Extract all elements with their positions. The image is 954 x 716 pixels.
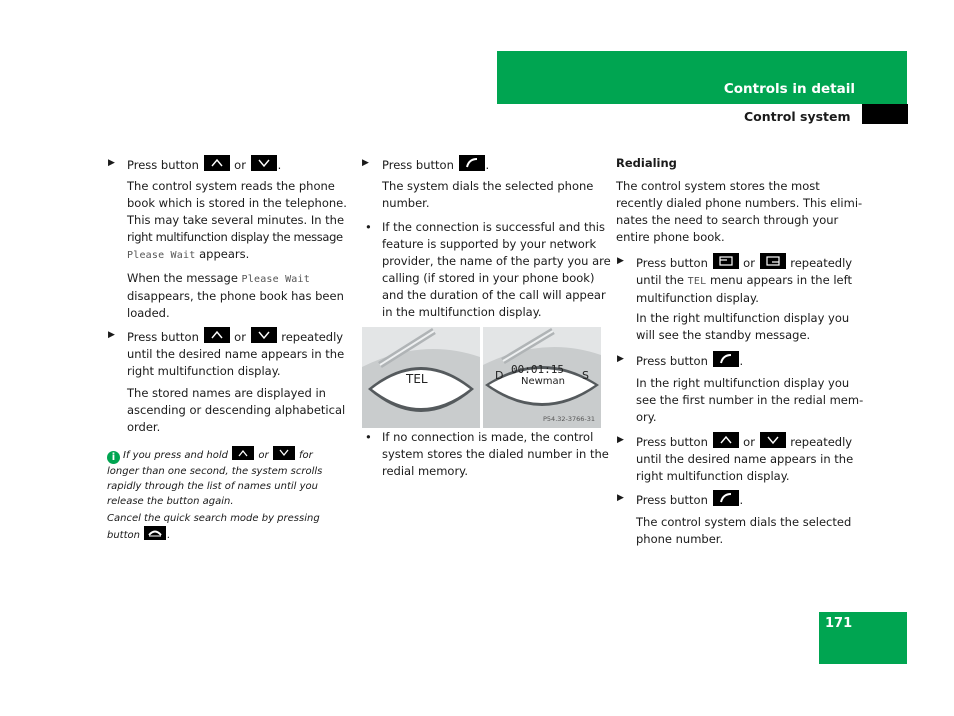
col2-bullet1 xyxy=(382,219,611,321)
down-button-icon xyxy=(760,432,786,448)
text-fragment: Press button xyxy=(636,256,708,270)
photo-code: P54.32-3766-31 xyxy=(543,415,596,423)
text-line: entire phone book. xyxy=(616,230,725,244)
col2-para1 xyxy=(382,178,593,212)
col1-note2 xyxy=(107,511,320,543)
text-line: The system dials the selected phone xyxy=(382,179,594,193)
col1-step2 xyxy=(127,327,344,380)
text-line xyxy=(636,432,853,451)
text-line: disappears, the phone book has been xyxy=(127,289,344,303)
text-line: multifunction display. xyxy=(636,291,759,305)
header-band xyxy=(497,51,907,104)
text-fragment: repeatedly xyxy=(281,330,344,344)
down-button-icon xyxy=(273,446,295,460)
text-fragment: Press button xyxy=(127,330,199,344)
step-text: . xyxy=(739,493,744,507)
text-fragment: button xyxy=(107,530,140,541)
text-fragment: appears. xyxy=(199,247,250,261)
up-button-icon xyxy=(204,155,230,171)
col1-para2 xyxy=(127,270,344,322)
page-number-box xyxy=(819,612,907,664)
text-line: In the right multifunction display you xyxy=(636,376,850,390)
text-line: ory. xyxy=(636,410,657,424)
page-number: 171 xyxy=(825,616,853,631)
text-line: recently dialed phone numbers. This elimi- xyxy=(616,196,863,210)
step-arrow-icon: ▶ xyxy=(617,493,624,503)
call-button-icon xyxy=(713,490,739,506)
text-line: order. xyxy=(127,420,161,434)
col1-para1 xyxy=(127,178,347,264)
display-message: Please Wait xyxy=(127,250,196,261)
col1-step1 xyxy=(127,155,281,174)
text-fragment: or xyxy=(743,256,755,270)
step-arrow-icon: ▶ xyxy=(108,158,115,168)
col2-step1 xyxy=(382,155,489,174)
text-fragment: or xyxy=(258,450,269,461)
step-arrow-icon: ▶ xyxy=(617,354,624,364)
step-arrow-icon: ▶ xyxy=(362,158,369,168)
text-line: phone number. xyxy=(636,532,724,546)
text-line: and the duration of the call will appear xyxy=(382,288,606,302)
col3-para2 xyxy=(636,310,849,344)
text-line: number. xyxy=(382,196,430,210)
text-fragment: . xyxy=(167,530,171,541)
text-fragment: or xyxy=(234,330,246,344)
text-line: longer than one second, the system scrolls xyxy=(107,466,323,477)
down-button-icon xyxy=(251,155,277,171)
up-button-icon xyxy=(204,327,230,343)
text-line xyxy=(636,253,852,272)
display-right-time: 00:01:15 xyxy=(511,363,564,376)
text-line: ascending or descending alphabetical xyxy=(127,403,346,417)
col3-step2 xyxy=(636,351,743,370)
text-line: see the first number in the redial mem- xyxy=(636,393,864,407)
text-line: will see the standby message. xyxy=(636,328,811,342)
text-line xyxy=(127,270,344,288)
step-text: Press button xyxy=(636,493,708,507)
text-fragment: repeatedly xyxy=(790,256,853,270)
text-line: system stores the dialed number in the xyxy=(382,447,609,461)
display-right-name: Newman xyxy=(521,376,566,387)
step-text: . xyxy=(277,158,282,172)
up-button-icon xyxy=(232,446,254,460)
text-line: redial memory. xyxy=(382,464,469,478)
text-line xyxy=(127,327,344,346)
text-line: right multifunction display. xyxy=(127,364,281,378)
text-fragment: menu appears in the left xyxy=(710,273,852,287)
step-arrow-icon: ▶ xyxy=(617,435,624,445)
bullet-icon: • xyxy=(365,430,372,444)
text-line: loaded. xyxy=(127,306,170,320)
text-fragment: When the message xyxy=(127,271,238,285)
col2-bullet2 xyxy=(382,429,609,480)
display-left-button-icon xyxy=(713,253,739,269)
text-line: provider, the name of the party you are xyxy=(382,254,611,268)
hang-up-button-icon xyxy=(144,526,166,540)
text-fragment: Press button xyxy=(636,435,708,449)
call-button-icon xyxy=(459,155,485,171)
display-right-button-icon xyxy=(760,253,786,269)
display-message: TEL xyxy=(687,276,707,287)
text-line: until the desired name appears in the xyxy=(127,347,345,361)
bullet-icon: • xyxy=(365,220,372,234)
step-text: . xyxy=(485,158,490,172)
text-line: Cancel the quick search mode by pressing xyxy=(107,513,320,524)
text-line: right multifunction display the message xyxy=(127,230,343,244)
text-line: release the button again. xyxy=(107,496,234,507)
col3-step4 xyxy=(636,490,743,509)
display-right-d: D xyxy=(495,369,504,382)
text-line: If no connection is made, the control xyxy=(382,430,594,444)
text-line: in the multifunction display. xyxy=(382,305,542,319)
step-text: Press button xyxy=(127,158,199,172)
step-text: or xyxy=(234,158,246,172)
step-arrow-icon: ▶ xyxy=(108,330,115,340)
display-left-text: TEL xyxy=(406,372,428,386)
text-line xyxy=(127,246,347,264)
display-photo-right xyxy=(483,327,601,428)
text-fragment: If you press and hold xyxy=(123,450,228,461)
col1-note1 xyxy=(107,446,322,509)
text-line: The control system reads the phone xyxy=(127,179,335,193)
col1-para3 xyxy=(127,385,345,436)
text-line xyxy=(107,446,322,464)
text-line xyxy=(107,526,320,543)
section-title: Controls in detail xyxy=(723,81,855,97)
display-photo-left xyxy=(362,327,480,428)
info-icon: i xyxy=(107,451,120,464)
text-fragment: or xyxy=(743,435,755,449)
col3-para1 xyxy=(616,178,862,246)
text-line: book which is stored in the telephone. xyxy=(127,196,347,210)
text-line: right multifunction display. xyxy=(636,469,790,483)
step-arrow-icon: ▶ xyxy=(617,256,624,266)
header-tab-block xyxy=(862,104,908,124)
text-fragment: repeatedly xyxy=(790,435,853,449)
redialing-heading: Redialing xyxy=(616,156,677,170)
step-text: Press button xyxy=(636,354,708,368)
text-line: The control system stores the most xyxy=(616,179,820,193)
down-button-icon xyxy=(251,327,277,343)
display-right-s: S xyxy=(582,369,589,382)
step-text: Press button xyxy=(382,158,454,172)
col3-step1 xyxy=(636,253,852,307)
text-line xyxy=(636,272,852,290)
text-fragment: until the xyxy=(636,273,685,287)
text-line: calling (if stored in your phone book) xyxy=(382,271,595,285)
display-message: Please Wait xyxy=(241,274,310,285)
text-fragment: for xyxy=(298,450,313,461)
col3-para4 xyxy=(636,514,851,548)
subsection-title: Control system xyxy=(744,109,851,124)
text-line: The control system dials the selected xyxy=(636,515,852,529)
step-text: . xyxy=(739,354,744,368)
text-line: until the desired name appears in the xyxy=(636,452,854,466)
text-line: nates the need to search through your xyxy=(616,213,839,227)
up-button-icon xyxy=(713,432,739,448)
text-line: The stored names are displayed in xyxy=(127,386,326,400)
text-line: rapidly through the list of names until you xyxy=(107,481,319,492)
col3-step3 xyxy=(636,432,853,485)
text-line: This may take several minutes. In the xyxy=(127,213,345,227)
text-line: feature is supported by your network xyxy=(382,237,597,251)
col3-para3 xyxy=(636,375,863,426)
text-line: If the connection is successful and this xyxy=(382,220,605,234)
call-button-icon xyxy=(713,351,739,367)
text-line: In the right multifunction display you xyxy=(636,311,850,325)
